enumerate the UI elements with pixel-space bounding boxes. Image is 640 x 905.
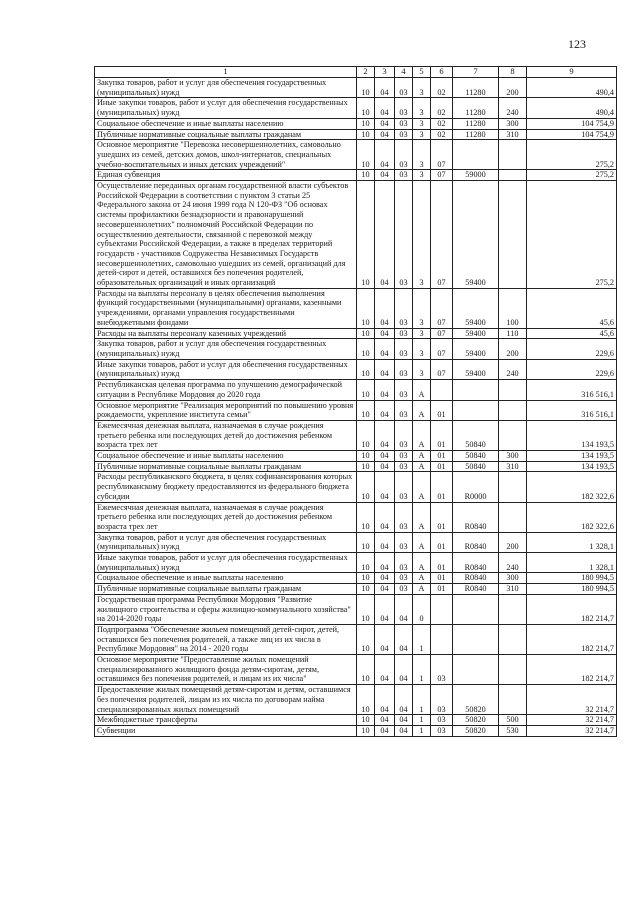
row-cell-c5: А <box>413 532 431 552</box>
row-cell-c9: 32 214,7 <box>527 685 617 715</box>
row-cell-c5: А <box>413 420 431 450</box>
table-row <box>95 594 617 624</box>
row-cell-c2: 10 <box>357 594 375 624</box>
row-cell-c9: 180 994,5 <box>527 573 617 584</box>
row-cell-c8 <box>499 472 527 502</box>
row-cell-c6: 02 <box>431 118 453 129</box>
row-description: Субвенции <box>95 726 357 737</box>
row-cell-c3: 04 <box>375 140 395 170</box>
row-cell-c9: 490,4 <box>527 78 617 98</box>
row-cell-c9: 180 994,5 <box>527 584 617 595</box>
row-cell-c3: 04 <box>375 170 395 181</box>
row-cell-c5: 3 <box>413 129 431 140</box>
page-number: 123 <box>568 37 586 51</box>
row-cell-c2: 10 <box>357 339 375 359</box>
row-cell-c8: 200 <box>499 532 527 552</box>
header-row <box>95 67 617 78</box>
row-cell-c4: 03 <box>395 451 413 462</box>
table-row <box>95 328 617 339</box>
row-cell-c4: 04 <box>395 655 413 685</box>
row-cell-c8: 300 <box>499 118 527 129</box>
row-description: Предоставление жилых помещений детям-сиротам и детям, оставшимся без попечения родителей, лицам из их числа по договорам найма специализированных жилых помещений <box>95 685 357 715</box>
row-cell-c4: 03 <box>395 553 413 573</box>
table-row <box>95 553 617 573</box>
table-row <box>95 472 617 502</box>
table-row <box>95 181 617 289</box>
row-cell-c9: 490,4 <box>527 98 617 118</box>
row-cell-c4: 03 <box>395 472 413 502</box>
row-cell-c3: 04 <box>375 655 395 685</box>
row-cell-c7: R0000 <box>453 472 499 502</box>
row-cell-c8: 530 <box>499 726 527 737</box>
row-cell-c5: А <box>413 380 431 400</box>
row-cell-c6: 07 <box>431 359 453 379</box>
row-cell-c7: 50820 <box>453 726 499 737</box>
row-cell-c8: 110 <box>499 328 527 339</box>
row-cell-c4: 03 <box>395 328 413 339</box>
table-row <box>95 98 617 118</box>
row-cell-c6: 07 <box>431 328 453 339</box>
row-cell-c6 <box>431 624 453 654</box>
table-row <box>95 451 617 462</box>
row-cell-c5: А <box>413 502 431 532</box>
row-cell-c2: 10 <box>357 461 375 472</box>
row-cell-c9: 275,2 <box>527 181 617 289</box>
row-cell-c8 <box>499 685 527 715</box>
row-cell-c3: 04 <box>375 181 395 289</box>
row-cell-c8: 300 <box>499 573 527 584</box>
table-row <box>95 400 617 420</box>
row-cell-c9: 275,2 <box>527 140 617 170</box>
row-description: Публичные нормативные социальные выплаты гражданам <box>95 129 357 140</box>
row-cell-c4: 03 <box>395 461 413 472</box>
table-row <box>95 573 617 584</box>
table-row <box>95 170 617 181</box>
row-cell-c3: 04 <box>375 685 395 715</box>
row-cell-c5: 3 <box>413 118 431 129</box>
row-description: Социальное обеспечение и иные выплаты населению <box>95 118 357 129</box>
row-cell-c9: 104 754,9 <box>527 129 617 140</box>
row-cell-c6: 02 <box>431 98 453 118</box>
row-cell-c8: 310 <box>499 461 527 472</box>
row-cell-c7 <box>453 400 499 420</box>
row-cell-c7: R0840 <box>453 573 499 584</box>
row-cell-c3: 04 <box>375 78 395 98</box>
row-cell-c8 <box>499 181 527 289</box>
row-description: Закупка товаров, работ и услуг для обеспечения государственных (муниципальных) нужд <box>95 78 357 98</box>
row-description: Основное мероприятие "Реализация мероприятий по повышению уровня рождаемости, укрепление института семьи" <box>95 400 357 420</box>
row-cell-c8 <box>499 502 527 532</box>
row-cell-c2: 10 <box>357 181 375 289</box>
row-cell-c2: 10 <box>357 129 375 140</box>
row-cell-c3: 04 <box>375 461 395 472</box>
row-cell-c9: 316 516,1 <box>527 400 617 420</box>
row-cell-c3: 04 <box>375 98 395 118</box>
row-description: Социальное обеспечение и иные выплаты населению <box>95 573 357 584</box>
row-cell-c3: 04 <box>375 573 395 584</box>
row-cell-c2: 10 <box>357 685 375 715</box>
row-cell-c6: 01 <box>431 573 453 584</box>
header-cell: 7 <box>453 67 499 78</box>
row-cell-c3: 04 <box>375 584 395 595</box>
row-cell-c5: А <box>413 573 431 584</box>
row-cell-c8: 100 <box>499 288 527 328</box>
row-cell-c8: 300 <box>499 451 527 462</box>
table-row <box>95 78 617 98</box>
row-description: Республиканская целевая программа по улучшению демографической ситуации в Республике Мордовия до 2020 года <box>95 380 357 400</box>
header-cell: 3 <box>375 67 395 78</box>
row-cell-c6: 07 <box>431 339 453 359</box>
row-description: Межбюджетные трансферты <box>95 715 357 726</box>
row-cell-c5: 1 <box>413 726 431 737</box>
row-cell-c2: 10 <box>357 472 375 502</box>
row-description: Публичные нормативные социальные выплаты гражданам <box>95 461 357 472</box>
row-description: Основное мероприятие "Предоставление жилых помещений специализированного жилищного фонда детям-сиротам, детям, оставшимся без попечения родителей, и лицам из их числа" <box>95 655 357 685</box>
row-description: Расходы на выплаты персоналу казенных учреждений <box>95 328 357 339</box>
row-description: Расходы республиканского бюджета, в целях софинансирования которых республиканскому бюджету предоставляются из федерального бюджета субсидии <box>95 472 357 502</box>
row-cell-c3: 04 <box>375 400 395 420</box>
table-row <box>95 655 617 685</box>
budget-table <box>94 66 617 737</box>
header-cell: 6 <box>431 67 453 78</box>
row-description: Иные закупки товаров, работ и услуг для обеспечения государственных (муниципальных) нужд <box>95 359 357 379</box>
table-row <box>95 380 617 400</box>
row-description: Социальное обеспечение и иные выплаты населению <box>95 451 357 462</box>
table-row <box>95 461 617 472</box>
row-cell-c8 <box>499 594 527 624</box>
table-row <box>95 532 617 552</box>
row-description: Иные закупки товаров, работ и услуг для обеспечения государственных (муниципальных) нужд <box>95 98 357 118</box>
row-cell-c8 <box>499 655 527 685</box>
row-cell-c8 <box>499 140 527 170</box>
row-cell-c3: 04 <box>375 288 395 328</box>
row-cell-c7: 11280 <box>453 98 499 118</box>
row-cell-c3: 04 <box>375 328 395 339</box>
row-cell-c4: 03 <box>395 140 413 170</box>
row-cell-c3: 04 <box>375 359 395 379</box>
row-cell-c9: 1 328,1 <box>527 532 617 552</box>
row-cell-c6: 01 <box>431 532 453 552</box>
row-cell-c9: 182 322,6 <box>527 472 617 502</box>
row-cell-c8: 240 <box>499 98 527 118</box>
row-cell-c3: 04 <box>375 624 395 654</box>
row-cell-c8: 240 <box>499 553 527 573</box>
row-cell-c4: 03 <box>395 170 413 181</box>
table-row <box>95 339 617 359</box>
row-description: Ежемесячная денежная выплата, назначаемая в случае рождения третьего ребенка или последующих детей до достижения ребенком возраста трех лет <box>95 420 357 450</box>
row-cell-c5: 1 <box>413 715 431 726</box>
row-cell-c5: 0 <box>413 594 431 624</box>
row-cell-c8 <box>499 624 527 654</box>
row-cell-c4: 03 <box>395 118 413 129</box>
table-row <box>95 288 617 328</box>
row-cell-c3: 04 <box>375 502 395 532</box>
row-cell-c4: 04 <box>395 715 413 726</box>
row-cell-c3: 04 <box>375 380 395 400</box>
row-description: Закупка товаров, работ и услуг для обеспечения государственных (муниципальных) нужд <box>95 339 357 359</box>
row-cell-c9: 32 214,7 <box>527 726 617 737</box>
row-cell-c8: 310 <box>499 584 527 595</box>
row-cell-c2: 10 <box>357 359 375 379</box>
row-cell-c4: 03 <box>395 78 413 98</box>
row-cell-c8: 240 <box>499 359 527 379</box>
row-cell-c5: 3 <box>413 98 431 118</box>
row-cell-c3: 04 <box>375 420 395 450</box>
row-cell-c3: 04 <box>375 472 395 502</box>
row-description: Закупка товаров, работ и услуг для обеспечения государственных (муниципальных) нужд <box>95 532 357 552</box>
row-cell-c2: 10 <box>357 380 375 400</box>
row-cell-c8 <box>499 420 527 450</box>
row-cell-c7: 11280 <box>453 78 499 98</box>
row-cell-c2: 10 <box>357 288 375 328</box>
row-cell-c5: 1 <box>413 685 431 715</box>
row-cell-c6: 01 <box>431 553 453 573</box>
row-cell-c9: 32 214,7 <box>527 715 617 726</box>
row-cell-c6: 01 <box>431 451 453 462</box>
header-cell: 1 <box>95 67 357 78</box>
row-cell-c9: 134 193,5 <box>527 451 617 462</box>
table-row <box>95 140 617 170</box>
row-cell-c4: 03 <box>395 400 413 420</box>
row-cell-c2: 10 <box>357 502 375 532</box>
row-cell-c6: 03 <box>431 726 453 737</box>
row-description: Иные закупки товаров, работ и услуг для обеспечения государственных (муниципальных) нужд <box>95 553 357 573</box>
row-cell-c8: 500 <box>499 715 527 726</box>
row-cell-c7 <box>453 655 499 685</box>
row-cell-c9: 45,6 <box>527 288 617 328</box>
row-cell-c8 <box>499 400 527 420</box>
table-row <box>95 502 617 532</box>
row-cell-c4: 03 <box>395 359 413 379</box>
row-cell-c2: 10 <box>357 420 375 450</box>
row-cell-c7 <box>453 624 499 654</box>
row-cell-c5: 3 <box>413 339 431 359</box>
row-cell-c2: 10 <box>357 451 375 462</box>
row-cell-c4: 03 <box>395 98 413 118</box>
row-cell-c4: 03 <box>395 288 413 328</box>
row-cell-c5: 1 <box>413 624 431 654</box>
row-cell-c9: 182 214,7 <box>527 624 617 654</box>
row-cell-c4: 04 <box>395 726 413 737</box>
row-cell-c6 <box>431 594 453 624</box>
row-cell-c4: 03 <box>395 129 413 140</box>
row-cell-c7: 59000 <box>453 170 499 181</box>
row-cell-c3: 04 <box>375 339 395 359</box>
row-cell-c5: 1 <box>413 655 431 685</box>
row-cell-c4: 03 <box>395 584 413 595</box>
table-row <box>95 359 617 379</box>
row-cell-c5: 3 <box>413 328 431 339</box>
table-row <box>95 685 617 715</box>
row-description: Основное мероприятие "Перевозка несовершеннолетних, самовольно ушедших из семей, детских домов, школ-интернатов, специальных учебно-воспитательных и иных детских учреждений" <box>95 140 357 170</box>
row-cell-c3: 04 <box>375 451 395 462</box>
row-cell-c9: 1 328,1 <box>527 553 617 573</box>
row-cell-c5: А <box>413 461 431 472</box>
row-cell-c3: 04 <box>375 129 395 140</box>
row-cell-c6: 03 <box>431 715 453 726</box>
header-cell: 8 <box>499 67 527 78</box>
row-cell-c8 <box>499 170 527 181</box>
row-cell-c5: 3 <box>413 359 431 379</box>
row-cell-c9: 182 322,6 <box>527 502 617 532</box>
row-cell-c7 <box>453 140 499 170</box>
row-cell-c6: 01 <box>431 584 453 595</box>
row-cell-c7: R0840 <box>453 553 499 573</box>
header-cell: 4 <box>395 67 413 78</box>
row-cell-c4: 03 <box>395 339 413 359</box>
row-description: Расходы на выплаты персоналу в целях обеспечения выполнения функций государственными (муниципальными) органами, казенными учреждениями, органами управления государственными внебюджетными фондами <box>95 288 357 328</box>
row-cell-c7: 50840 <box>453 451 499 462</box>
row-cell-c7: 50820 <box>453 715 499 726</box>
row-description: Осуществление переданных органам государственной власти субъектов Российской Федерации в соответствии с пунктом 3 статьи 25 Федерального закона от 24 июня 1999 года N 120-ФЗ "Об основах системы профилактики безнадзорности и правонарушений несовершеннолетних" полномочий Российской Федерации по осуществлению деятельности, связанной с перевозкой между субъектами Российской Федерации, а также в пределах территорий государств - участников Содружества Независимых Государств несовершеннолетних, самовольно ушедших из семей, организаций для детей-сирот и детей, оставшихся без попечения родителей, образовательных организаций и иных организаций <box>95 181 357 289</box>
row-cell-c7: 11280 <box>453 129 499 140</box>
row-cell-c7: 59400 <box>453 359 499 379</box>
header-cell: 2 <box>357 67 375 78</box>
row-cell-c7: 50840 <box>453 420 499 450</box>
row-description: Публичные нормативные социальные выплаты гражданам <box>95 584 357 595</box>
row-description: Государственная программа Республики Мордовия "Развитие жилищного строительства и сферы жилищно-коммунального хозяйства" на 2014-2020 годы <box>95 594 357 624</box>
row-cell-c6: 01 <box>431 472 453 502</box>
row-cell-c8: 200 <box>499 78 527 98</box>
row-cell-c2: 10 <box>357 715 375 726</box>
row-cell-c7: 11280 <box>453 118 499 129</box>
row-cell-c6: 07 <box>431 170 453 181</box>
row-cell-c9: 45,6 <box>527 328 617 339</box>
row-cell-c5: 3 <box>413 170 431 181</box>
row-cell-c4: 03 <box>395 181 413 289</box>
row-cell-c9: 316 516,1 <box>527 380 617 400</box>
row-cell-c4: 04 <box>395 624 413 654</box>
row-cell-c2: 10 <box>357 118 375 129</box>
row-cell-c6: 01 <box>431 502 453 532</box>
row-cell-c4: 03 <box>395 532 413 552</box>
row-cell-c2: 10 <box>357 532 375 552</box>
table-row <box>95 624 617 654</box>
table-row <box>95 715 617 726</box>
row-cell-c6: 01 <box>431 420 453 450</box>
row-cell-c9: 182 214,7 <box>527 594 617 624</box>
row-cell-c6: 02 <box>431 78 453 98</box>
row-cell-c5: А <box>413 451 431 462</box>
row-cell-c2: 10 <box>357 98 375 118</box>
row-cell-c2: 10 <box>357 553 375 573</box>
row-cell-c2: 10 <box>357 400 375 420</box>
row-cell-c8: 200 <box>499 339 527 359</box>
row-cell-c7: 50840 <box>453 461 499 472</box>
row-cell-c3: 04 <box>375 118 395 129</box>
row-cell-c7: R0840 <box>453 584 499 595</box>
row-cell-c2: 10 <box>357 726 375 737</box>
row-cell-c9: 104 754,9 <box>527 118 617 129</box>
row-cell-c9: 182 214,7 <box>527 655 617 685</box>
row-cell-c6: 07 <box>431 140 453 170</box>
row-cell-c2: 10 <box>357 584 375 595</box>
row-cell-c7: 59400 <box>453 339 499 359</box>
row-cell-c7: R0840 <box>453 502 499 532</box>
row-cell-c6: 03 <box>431 685 453 715</box>
row-cell-c9: 229,6 <box>527 359 617 379</box>
row-cell-c5: 3 <box>413 140 431 170</box>
row-cell-c9: 134 193,5 <box>527 461 617 472</box>
row-cell-c4: 04 <box>395 594 413 624</box>
row-cell-c8 <box>499 380 527 400</box>
row-cell-c5: А <box>413 553 431 573</box>
row-cell-c9: 134 193,5 <box>527 420 617 450</box>
row-cell-c5: 3 <box>413 78 431 98</box>
row-cell-c4: 03 <box>395 502 413 532</box>
row-description: Подпрограмма "Обеспечение жильем помещений детей-сирот, детей, оставшихся без попечения родителей, а также лиц из их числа в Республике Мордовия" на 2014 - 2020 годы <box>95 624 357 654</box>
row-cell-c3: 04 <box>375 726 395 737</box>
row-cell-c2: 10 <box>357 573 375 584</box>
row-cell-c5: 3 <box>413 181 431 289</box>
table-row <box>95 118 617 129</box>
row-cell-c6: 01 <box>431 461 453 472</box>
row-cell-c7: 50820 <box>453 685 499 715</box>
row-cell-c4: 03 <box>395 420 413 450</box>
row-cell-c2: 10 <box>357 170 375 181</box>
table-row <box>95 584 617 595</box>
row-cell-c3: 04 <box>375 532 395 552</box>
row-cell-c6: 02 <box>431 129 453 140</box>
row-cell-c7: 59400 <box>453 181 499 289</box>
row-cell-c5: 3 <box>413 288 431 328</box>
table-row <box>95 726 617 737</box>
row-cell-c5: А <box>413 472 431 502</box>
row-description: Ежемесячная денежная выплата, назначаемая в случае рождения третьего ребенка или последующих детей до достижения ребенком возраста трех лет <box>95 502 357 532</box>
row-cell-c5: А <box>413 584 431 595</box>
table-row <box>95 420 617 450</box>
row-cell-c4: 03 <box>395 573 413 584</box>
row-description: Единая субвенция <box>95 170 357 181</box>
row-cell-c6: 03 <box>431 655 453 685</box>
row-cell-c7 <box>453 594 499 624</box>
row-cell-c9: 229,6 <box>527 339 617 359</box>
row-cell-c6: 07 <box>431 288 453 328</box>
table-row <box>95 129 617 140</box>
row-cell-c4: 04 <box>395 685 413 715</box>
row-cell-c7: R0840 <box>453 532 499 552</box>
row-cell-c3: 04 <box>375 715 395 726</box>
row-cell-c2: 10 <box>357 328 375 339</box>
header-cell: 9 <box>527 67 617 78</box>
row-cell-c2: 10 <box>357 624 375 654</box>
row-cell-c3: 04 <box>375 594 395 624</box>
row-cell-c6 <box>431 380 453 400</box>
header-cell: 5 <box>413 67 431 78</box>
row-cell-c3: 04 <box>375 553 395 573</box>
row-cell-c2: 10 <box>357 78 375 98</box>
row-cell-c7: 59400 <box>453 328 499 339</box>
row-cell-c7 <box>453 380 499 400</box>
row-cell-c4: 03 <box>395 380 413 400</box>
row-cell-c8: 310 <box>499 129 527 140</box>
row-cell-c2: 10 <box>357 140 375 170</box>
row-cell-c6: 07 <box>431 181 453 289</box>
row-cell-c7: 59400 <box>453 288 499 328</box>
row-cell-c6: 01 <box>431 400 453 420</box>
row-cell-c5: А <box>413 400 431 420</box>
row-cell-c2: 10 <box>357 655 375 685</box>
row-cell-c9: 275,2 <box>527 170 617 181</box>
